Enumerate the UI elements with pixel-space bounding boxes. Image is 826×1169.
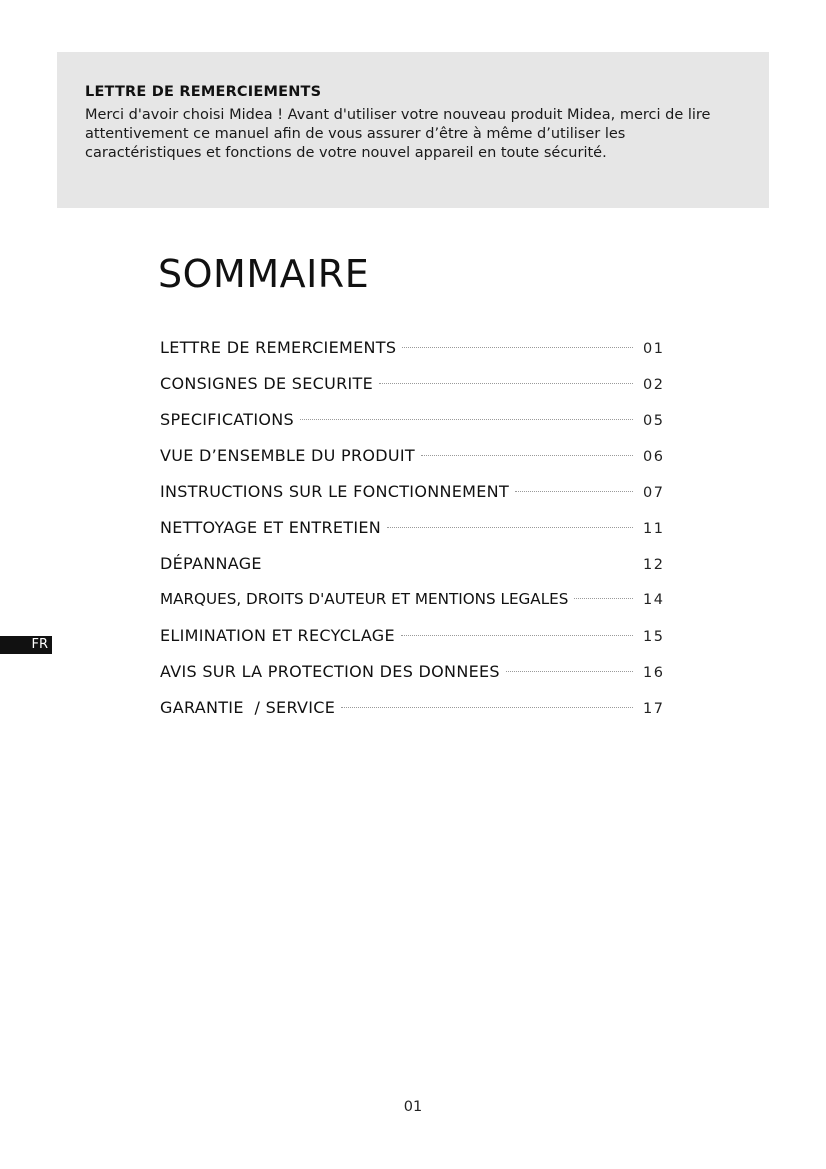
- toc-entry-page: 05: [643, 413, 665, 429]
- toc-entry-page: 17: [643, 701, 665, 717]
- toc-entry-label: NETTOYAGE ET ENTRETIEN: [160, 518, 382, 537]
- table-of-contents: [160, 338, 665, 734]
- letter-body: Merci d'avoir choisi Midea ! Avant d'utiliser votre nouveau produit Midea, merci de lire attentivement ce manuel afin de vous assurer d’être à même d’utiliser les caractéristiques et fonctions de votre nouvel appareil en toute sécurité.: [85, 107, 711, 161]
- toc-entry-page: 06: [643, 449, 665, 465]
- toc-entry-garantie[interactable]: [160, 698, 665, 734]
- toc-entry-page: 14: [643, 592, 665, 608]
- toc-dot-leader: [341, 707, 633, 708]
- toc-dot-leader: [401, 635, 633, 636]
- language-tab: FR: [0, 636, 52, 654]
- toc-entry-page: 11: [643, 521, 665, 537]
- toc-entry-label: MARQUES, DROITS D'AUTEUR ET MENTIONS LEGALES: [160, 590, 569, 608]
- toc-entry-consignes[interactable]: [160, 374, 665, 410]
- toc-entry-label: DÉPANNAGE: [160, 554, 262, 573]
- toc-dot-leader: [515, 491, 633, 492]
- toc-entry-specifications[interactable]: [160, 410, 665, 446]
- toc-entry-depannage[interactable]: [160, 554, 665, 590]
- toc-entry-lettre[interactable]: [160, 338, 665, 374]
- toc-entry-protection-donnees[interactable]: [160, 662, 665, 698]
- toc-dot-leader: [379, 383, 633, 384]
- toc-entry-label: LETTRE DE REMERCIEMENTS: [160, 338, 397, 357]
- toc-entry-page: 12: [643, 557, 665, 573]
- toc-dot-leader: [506, 671, 633, 672]
- letter-title: LETTRE DE REMERCIEMENTS: [85, 84, 322, 100]
- toc-entry-nettoyage[interactable]: [160, 518, 665, 554]
- toc-entry-page: 02: [643, 377, 665, 393]
- toc-entry-label: CONSIGNES DE SECURITE: [160, 374, 374, 393]
- toc-entry-instructions[interactable]: [160, 482, 665, 518]
- toc-entry-label: INSTRUCTIONS SUR LE FONCTIONNEMENT: [160, 482, 510, 501]
- toc-dot-leader: [387, 527, 633, 528]
- toc-entry-vue-ensemble[interactable]: [160, 446, 665, 482]
- toc-entry-label: ELIMINATION ET RECYCLAGE: [160, 626, 395, 645]
- toc-entry-page: 16: [643, 665, 665, 681]
- thank-you-letter-box: [57, 52, 769, 208]
- page-number: 01: [403, 1099, 423, 1115]
- toc-dot-leader: [300, 419, 633, 420]
- toc-entry-page: 07: [643, 485, 665, 501]
- toc-entry-marques[interactable]: [160, 590, 665, 626]
- toc-entry-label: AVIS SUR LA PROTECTION DES DONNEES: [160, 662, 500, 681]
- toc-entry-page: 01: [643, 341, 665, 357]
- toc-dot-leader: [574, 598, 633, 599]
- toc-dot-leader: [421, 455, 633, 456]
- toc-entry-page: 15: [643, 629, 665, 645]
- toc-entry-label: SPECIFICATIONS: [160, 410, 295, 429]
- toc-dot-leader: [268, 563, 633, 564]
- toc-dot-leader: [402, 347, 633, 348]
- toc-entry-label: VUE D’ENSEMBLE DU PRODUIT: [160, 446, 415, 465]
- toc-title: SOMMAIRE: [158, 252, 370, 296]
- toc-entry-label: GARANTIE / SERVICE: [160, 698, 336, 717]
- toc-entry-elimination[interactable]: [160, 626, 665, 662]
